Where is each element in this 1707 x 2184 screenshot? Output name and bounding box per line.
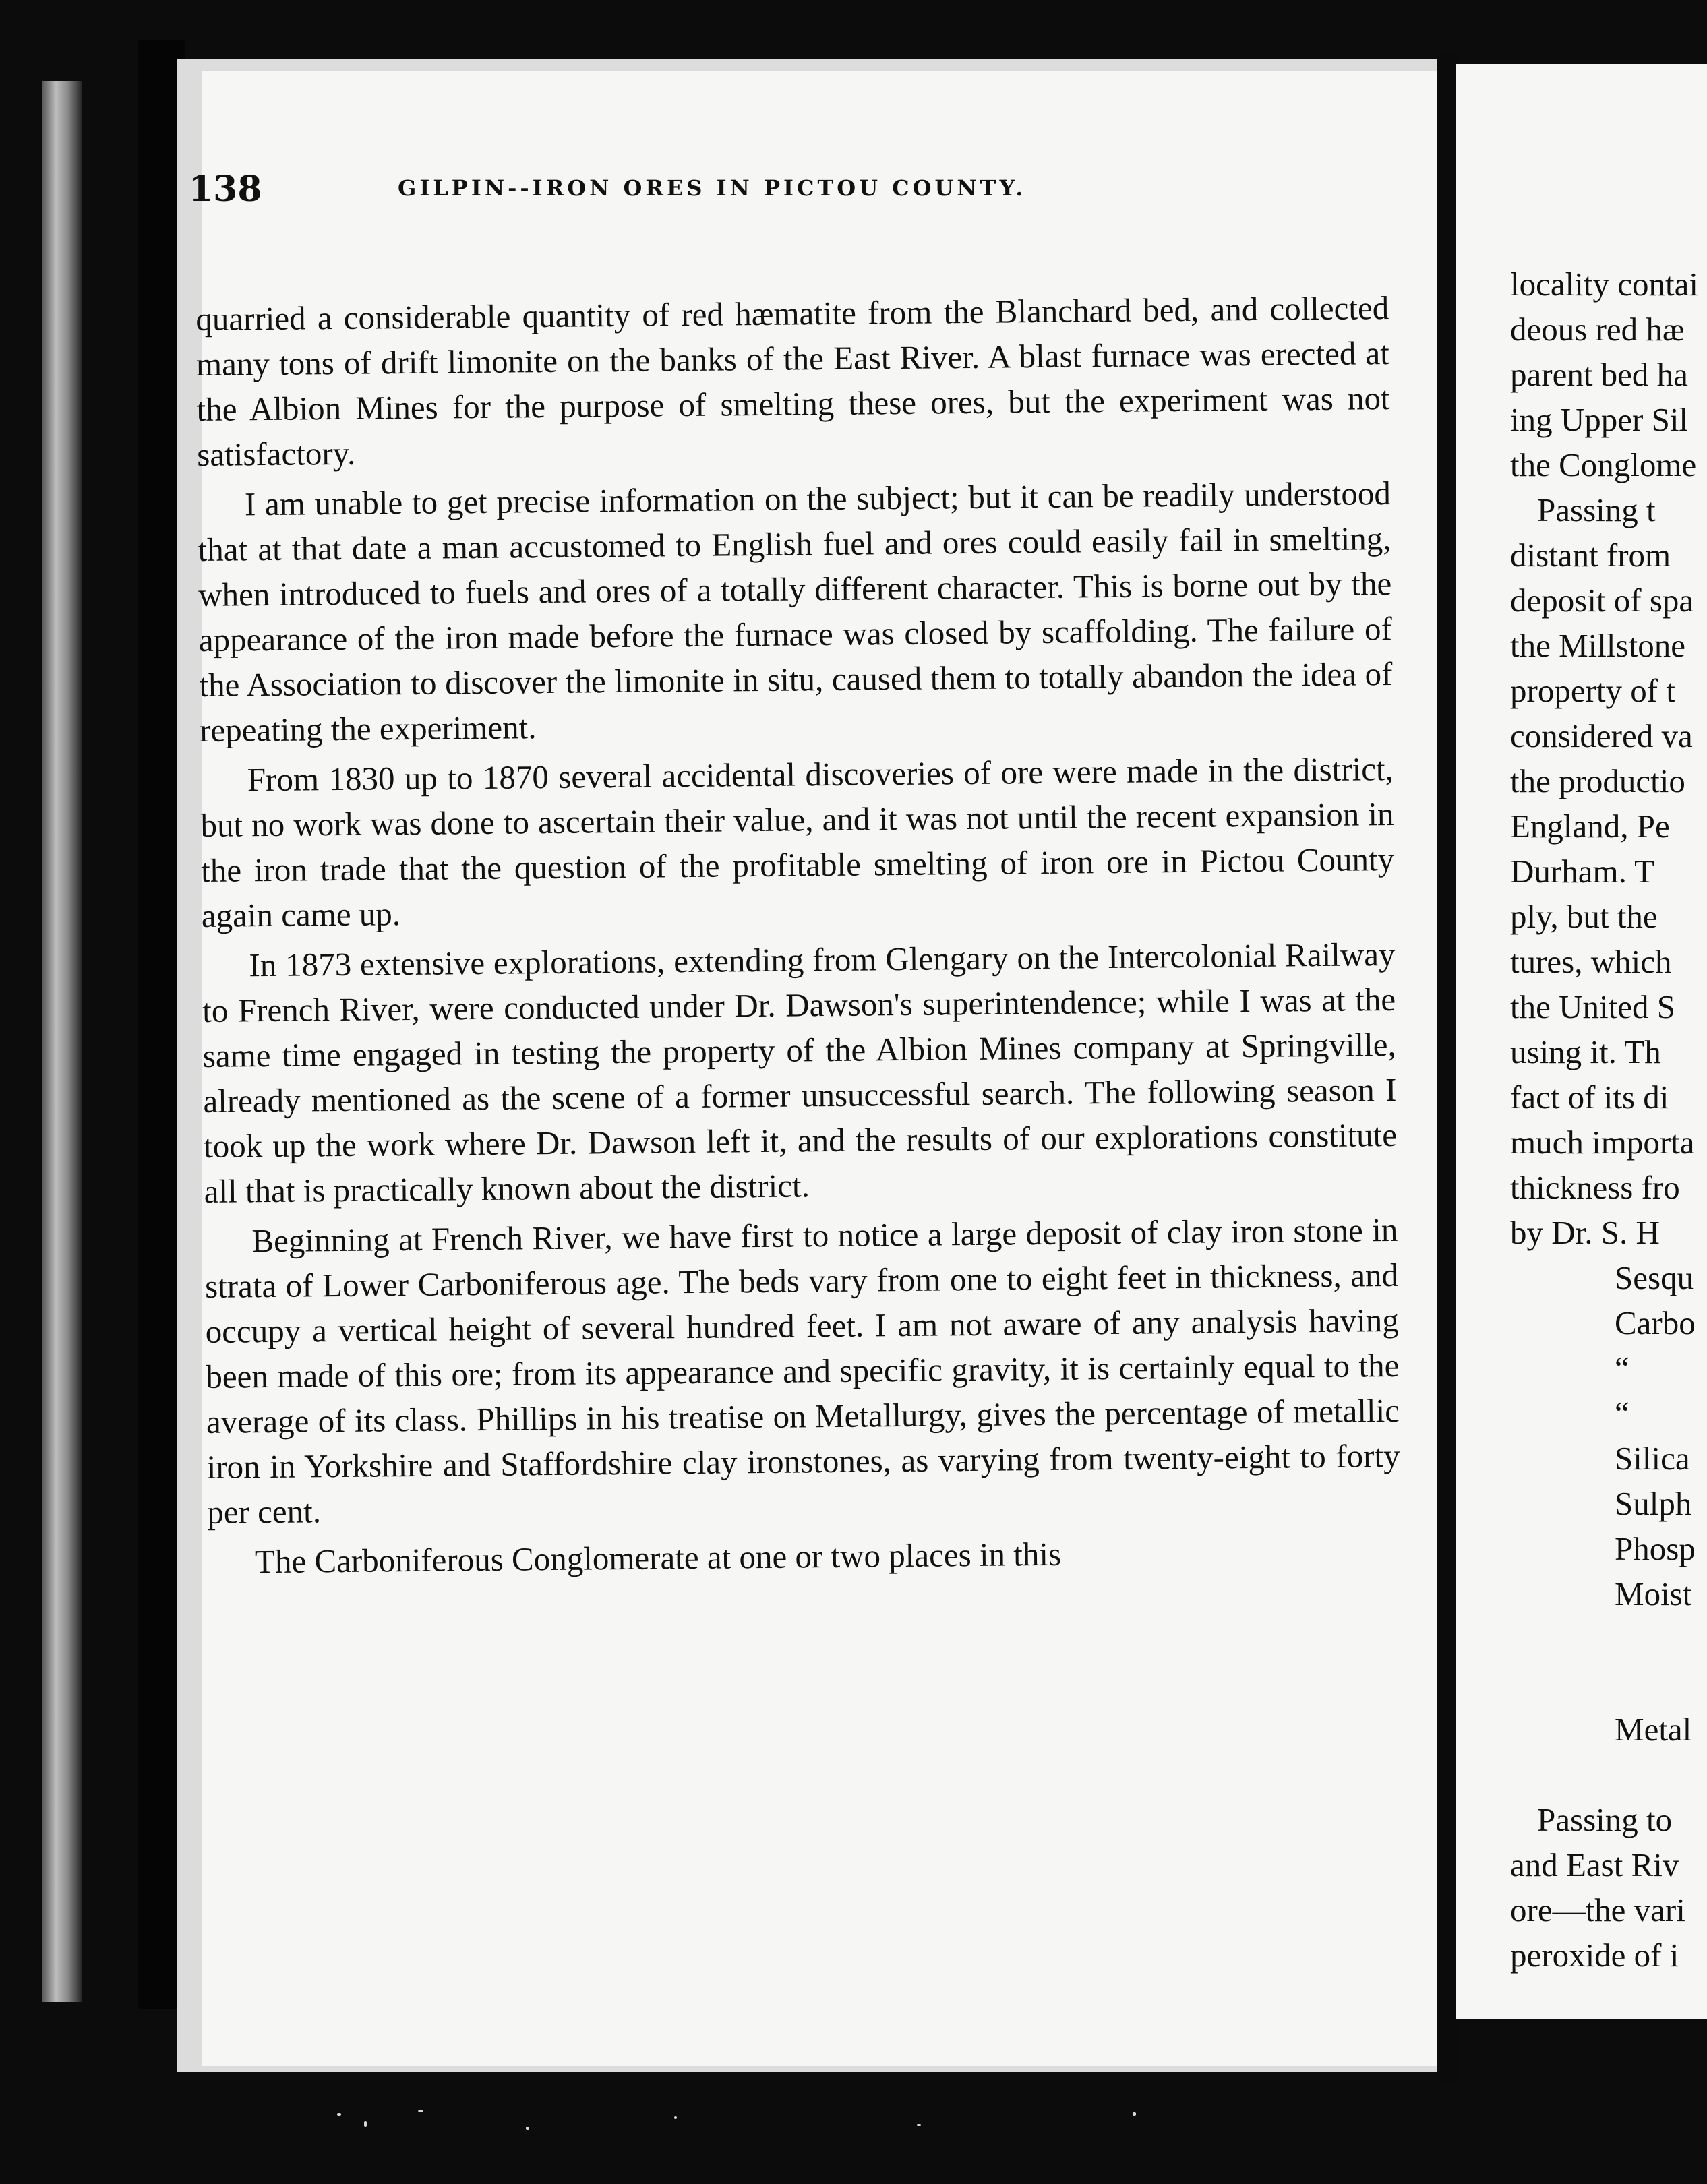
right-page-line: ply, but the xyxy=(1510,898,1658,935)
right-page-line xyxy=(1510,1662,1707,1707)
right-page-line: the Millstone xyxy=(1510,627,1685,664)
right-page-line: “ xyxy=(1615,1395,1629,1432)
paragraph: quarried a considerable quantity of red hæmatite from the Blanchard bed, and collected many tons of drift limonite on the banks of the East River. A blast furnace was erected at the Albion Mines for the purpose of smelting these ores, but the experiment was not satisfactory. xyxy=(196,289,1390,473)
right-page-line: property of t xyxy=(1510,672,1675,709)
right-page-line: the Conglome xyxy=(1510,446,1697,483)
right-page-line: deposit of spa xyxy=(1510,582,1694,619)
right-page-text xyxy=(1510,262,1707,1978)
right-page-line: deous red hæ xyxy=(1510,311,1685,348)
right-page-line: locality contai xyxy=(1510,266,1698,303)
right-page-line: “ xyxy=(1615,1349,1629,1387)
right-page-line: Durham. T xyxy=(1510,853,1655,890)
right-page-line: tures, which xyxy=(1510,943,1672,980)
right-page-line: considered va xyxy=(1510,717,1693,754)
right-page-line: the United S xyxy=(1510,988,1675,1025)
right-page-line: distant from xyxy=(1510,537,1671,574)
right-page-line: much importa xyxy=(1510,1124,1695,1161)
right-page-line: Sesqu xyxy=(1615,1259,1694,1296)
right-page-line xyxy=(1510,1616,1707,1662)
running-title: GILPIN--IRON ORES IN PICTOU COUNTY. xyxy=(398,175,1027,201)
scan-speckles xyxy=(324,2106,1267,2147)
right-page-line xyxy=(1510,1752,1707,1797)
right-page-line: the productio xyxy=(1510,762,1685,799)
right-page-line: Carbo xyxy=(1615,1304,1696,1341)
right-page-line: Silica xyxy=(1615,1440,1690,1477)
right-page-line: Moist xyxy=(1615,1575,1692,1612)
paragraph: I am unable to get precise information on the subject; but it can be readily understood that at that date a man accustomed to English fuel and ores could easily fail in smelting, when introduced to fuels and ores of a totally different character. This is borne out by the appearance of the iron made before the furnace was closed by scaffolding. The failure of the Association to discover the limonite in situ, caused them to totally abandon the idea of repeating the experiment. xyxy=(198,474,1393,749)
right-page-line: Sulph xyxy=(1615,1485,1692,1522)
right-page-line: thickness fro xyxy=(1510,1169,1680,1206)
right-page-line: ing Upper Sil xyxy=(1510,401,1689,438)
right-page-line: ore—the vari xyxy=(1510,1891,1685,1929)
paragraph: Beginning at French River, we have first to notice a large deposit of clay iron stone in strata of Lower Carboniferous age. The beds vary from one to eight feet in thickness, and occupy a vertical height of several hundred feet. I am not aware of any analysis having been made of this ore; from its appearance and specific gravity, it is certainly equal to the average of its class. Phillips in his treatise on Metallurgy, gives the percentage of metallic iron in Yorkshire and Staffordshire clay ironstones, as varying from twenty-eight to forty per cent. xyxy=(204,1211,1400,1531)
book-gutter xyxy=(1437,54,1458,2083)
running-head xyxy=(189,169,1267,216)
right-page-line: Passing t xyxy=(1537,491,1656,528)
right-page-line: Phosp xyxy=(1615,1530,1696,1567)
paragraph: From 1830 up to 1870 several accidental discoveries of ore were made in the district, but no work was done to ascertain their value, and it was not until the recent expansion in the iron trade that the question of the profitable smelting of iron ore in Pictou County again came up. xyxy=(200,750,1395,934)
page-number: 138 xyxy=(189,169,262,210)
right-page-line: Passing to xyxy=(1537,1801,1673,1838)
right-page-line: peroxide of i xyxy=(1510,1937,1679,1974)
paragraph: The Carboniferous Conglomerate at one or two places in this xyxy=(254,1535,1062,1581)
right-page-line: England, Pe xyxy=(1510,808,1670,845)
right-page-line: fact of its di xyxy=(1510,1079,1669,1116)
right-page-line: parent bed ha xyxy=(1510,356,1688,393)
right-page-line: using it. Th xyxy=(1510,1033,1661,1070)
paragraph: In 1873 extensive explorations, extending from Glengary on the Intercolonial Railway to French River, were conducted under Dr. Dawson's superintendence; while I was at the same time engaged in testing the property of the Albion Mines company at Springville, already mentioned as the scene of a former unsuccessful search. The following season I took up the work where Dr. Dawson left it, and the results of our explorations constitute all that is practically known about the district. xyxy=(202,935,1398,1210)
right-page-line: by Dr. S. H xyxy=(1510,1214,1660,1251)
right-page-line: Metal xyxy=(1615,1711,1692,1748)
scan-margin-left xyxy=(42,81,82,2002)
right-page-line: and East Riv xyxy=(1510,1846,1679,1883)
article-body xyxy=(196,285,1401,1589)
